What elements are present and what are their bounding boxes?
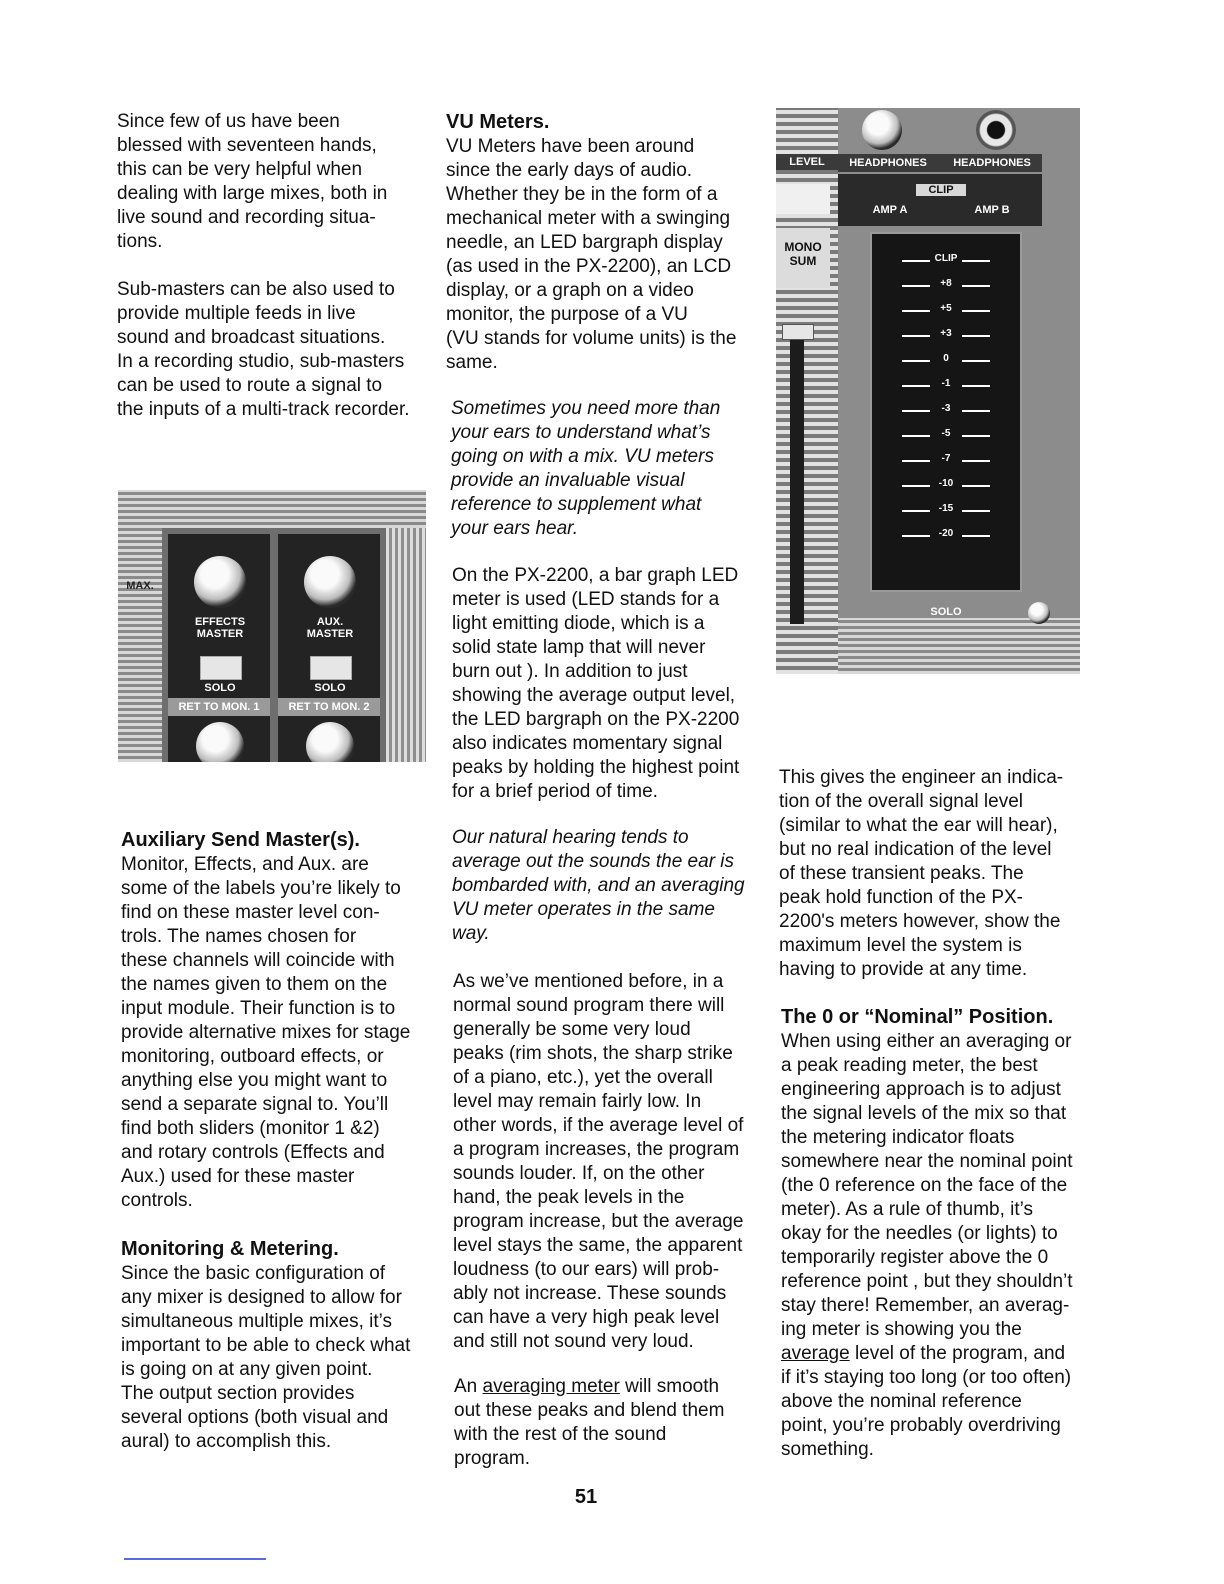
aux-solo-label: SOLO (314, 682, 346, 694)
monitoring-paragraph: Since the basic configuration of any mixer is designed to allow for simultaneous multiple mixes, it’s important to be able to check what is going on at any given point. The output section provides several options (both visual and aural) to accomplish this. (121, 1263, 411, 1452)
nominal-paragraph: When using either an averaging or a peak reading meter, the best engineering approach is to adjust the signal levels of the mix so that the metering indicator floats somewhere near the nominal point (the 0 reference on the face of the meter). As a rule of thumb, it’s okay for the needles (or lights) to temporarily register above the 0 reference point , but they shouldn’t stay there! Remember, an averag- ing meter is showing you the average level of the program, and if it’s staying too long (or too often) above the nominal reference point, you’re probably overdriving something. (781, 1031, 1073, 1460)
meter-scale-label: 0 (943, 353, 949, 364)
averaging-meter-term: averaging meter (482, 1376, 620, 1397)
headphone-level-knob[interactable] (862, 110, 902, 150)
headphones-b-label: HEADPHONES (953, 157, 1031, 169)
column-1 (117, 110, 437, 422)
meter-scale-label: -3 (941, 403, 951, 414)
nominal-heading: The 0 or “Nominal” Position. (781, 1006, 1054, 1028)
meter-scale-label: -20 (938, 528, 954, 539)
column-2 (446, 110, 766, 375)
averaging-paragraph: An averaging meter will smooth out these peaks and blend them with the rest of the sound program. (454, 1376, 725, 1469)
meter-scale-label: -1 (941, 378, 951, 389)
meter-scale-mark (872, 504, 1020, 518)
amp-b-label: AMP B (974, 204, 1010, 216)
effects-master-label: EFFECTS MASTER (194, 616, 246, 640)
meter-scale-label: +5 (940, 303, 952, 314)
meter-solo-button[interactable] (1028, 602, 1050, 624)
aux-send-heading: Auxiliary Send Master(s). (121, 829, 360, 851)
meter-scale-mark (872, 529, 1020, 543)
level-label: LEVEL (789, 156, 825, 168)
average-term: average (781, 1343, 850, 1364)
clip-top-label: CLIP (916, 184, 966, 196)
meter-scale-mark (872, 279, 1020, 293)
peaks-paragraph: As we’ve mentioned before, in a normal sound program there will generally be some very loud peaks (rim shots, the sharp strike of a piano, etc.), yet the overall level may remain fairly low. In other words, if the average level of a program increases, the program sounds louder. If, on the other hand, the peak levels in the program increase, but the average level stays the same, the apparent loudness (to our ears) will prob- ably not increase. These sounds can have a very high peak level and still not sound very loud. (453, 971, 744, 1352)
meter-scale-label: CLIP (934, 253, 958, 264)
meter-scale-label: -5 (941, 428, 951, 439)
meter-scale-mark (872, 479, 1020, 493)
engineer-paragraph: This gives the engineer an indica- tion of the overall signal level (similar to what the ear will hear), but no real indication of the level of these transient peaks. The peak hold function of the PX- 2200's meters however, show the maximum level the system is having to provide at any time. (779, 767, 1064, 980)
master-fader-slot (790, 324, 804, 624)
meter-scale-mark (872, 254, 1020, 268)
max-label: MAX. (126, 580, 154, 592)
vu-meters-heading: VU Meters. (446, 111, 550, 133)
aux-solo-button[interactable] (310, 656, 352, 680)
led-bargraph-meter (870, 232, 1022, 592)
meter-scale-label: -15 (938, 503, 954, 514)
meter-scale-mark (872, 354, 1020, 368)
mixer-master-figure (118, 490, 426, 762)
meter-scale-mark (872, 454, 1020, 468)
meter-scale-mark (872, 429, 1020, 443)
aux-master-knob[interactable] (304, 556, 356, 608)
aux-send-paragraph: Monitor, Effects, and Aux. are some of the labels you’re likely to find on these master level con- trols. The names chosen for these channels will coincide with the names given to them on the input module. Their function is to provide alternative mixes for stage monitoring, outboard effects, or anything else you might want to send a separate signal to. You’ll find both sliders (monitor 1 &2) and rotary controls (Effects and Aux.) used for these master controls. (121, 854, 411, 1211)
submasters-paragraph: Sub-masters can be also used to provide multiple feeds in live sound and broadcast situations. In a recording studio, sub-masters can be used to route a signal to the inputs of a multi-track recorder. (117, 279, 410, 420)
pull-quote-1: Sometimes you need more than your ears to understand what’s going on with a mix. VU meters provide an invaluable visual reference to supplement what your ears hear. (451, 398, 721, 539)
ret-mon-2-knob[interactable] (306, 722, 354, 762)
effects-master-knob[interactable] (194, 556, 246, 608)
effects-solo-label: SOLO (204, 682, 236, 694)
headphones-a-label: HEADPHONES (849, 157, 927, 169)
meter-scale-mark (872, 304, 1020, 318)
page-number: 51 (574, 1486, 598, 1508)
meter-scale-mark (872, 379, 1020, 393)
mono-sum-label: MONO SUM (784, 240, 822, 268)
nominal-section (781, 1005, 1101, 1462)
intro-paragraph: Since few of us have been blessed with seventeen hands, this can be very helpful when dealing with large mixes, both in live sound and recording situa- tions. (117, 111, 388, 252)
meter-scale-label: +3 (940, 328, 952, 339)
ret-to-mon-2-label: RET TO MON. 2 (288, 701, 370, 713)
meter-scale-label: -7 (941, 453, 951, 464)
headphone-jack[interactable] (976, 110, 1016, 150)
footer-rule (124, 1558, 266, 1560)
ret-mon-1-knob[interactable] (196, 722, 244, 762)
vu-meters-paragraph: VU Meters have been around since the early days of audio. Whether they be in the form of a mechanical meter with a swinging needle, an LED bargraph display (as used in the PX-2200), an LCD display, or a graph on a video monitor, the purpose of a VU (VU stands for volume units) is the same. (446, 136, 737, 373)
meter-scale-label: -10 (938, 478, 954, 489)
meter-scale-mark (872, 329, 1020, 343)
pull-quote-2: Our natural hearing tends to average out the sounds the ear is bombarded with, and an averaging VU meter operates in the same way. (452, 827, 745, 944)
ret-to-mon-1-label: RET TO MON. 1 (178, 701, 260, 713)
master-fader-cap[interactable] (782, 324, 814, 340)
column-1-lower (121, 828, 441, 1454)
effects-solo-button[interactable] (200, 656, 242, 680)
amp-a-label: AMP A (872, 204, 908, 216)
meter-scale-mark (872, 404, 1020, 418)
monitoring-heading: Monitoring & Metering. (121, 1238, 339, 1260)
meter-solo-label: SOLO (930, 606, 962, 618)
meter-scale-label: +8 (940, 278, 952, 289)
led-paragraph: On the PX-2200, a bar graph LED meter is used (LED stands for a light emitting diode, which is a solid state lamp that will never burn out ). In addition to just showing the average output level, the LED bargraph on the PX-2200 also indicates momentary signal peaks by holding the highest point for a brief period of time. (452, 565, 740, 802)
aux-master-label: AUX. MASTER (306, 616, 354, 640)
